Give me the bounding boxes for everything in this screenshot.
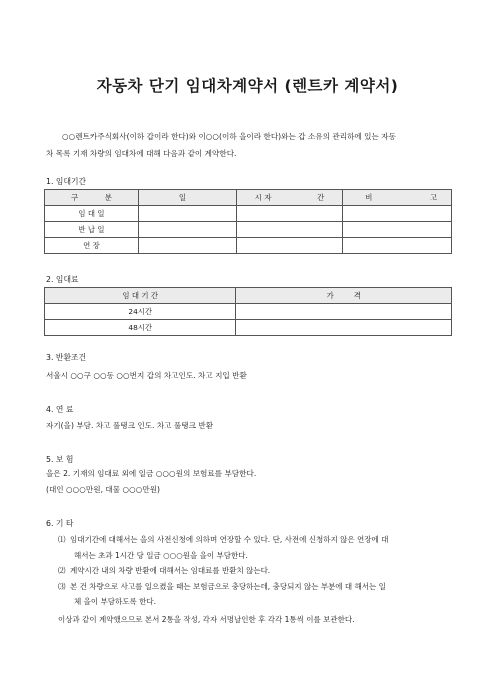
section-3-text: 서울시 ○○구 ○○동 ○○번지 갑의 차고인도. 차고 지입 반환	[46, 371, 247, 380]
list-item	[58, 579, 458, 610]
section-6-items	[58, 532, 458, 610]
section-1-heading: 1. 임대기간	[46, 177, 87, 186]
header-rental-period: 임 대 기 간	[45, 288, 236, 304]
intro-paragraph	[46, 128, 454, 162]
item-line: 본 건 차량으로 사고를 일으켰을 때는 보험금으로 충당하는데, 충당되지 않는 부분에 대 해서는 일	[70, 581, 386, 591]
header-time: 시 간	[236, 190, 343, 206]
document-title: 자동차 단기 임대차계약서 (렌트카 계약서)	[96, 77, 399, 95]
cell-price[interactable]	[236, 304, 452, 320]
header-category: 구 분	[45, 190, 139, 206]
table-row	[45, 206, 452, 222]
cell-time[interactable]	[236, 206, 343, 222]
row-label-24h: 24시간	[45, 304, 236, 320]
section-5-text	[46, 466, 456, 498]
item-number: ⑵	[58, 566, 66, 575]
cell-time[interactable]	[236, 238, 343, 254]
item-line: 계약시간 내의 차량 반환에 대해서는 임대료를 반환치 않는다.	[70, 566, 271, 575]
table-header-row	[45, 190, 452, 206]
item-line: 해서는 초과 1시간 당 일금 ○○○원을 을이 부담한다.	[74, 550, 248, 560]
list-item	[58, 532, 458, 563]
section-5-heading: 5. 보 험	[46, 455, 74, 464]
cell-price[interactable]	[236, 320, 452, 336]
intro-line-2: 차 목록 기재 차량의 임대차에 대해 다음과 같이 계약한다.	[46, 149, 237, 158]
row-label-extension: 연 장	[45, 238, 139, 254]
item-line: 체 을이 부담하도록 한다.	[74, 597, 156, 606]
list-item	[58, 563, 458, 579]
row-label-rental-date: 임 대 일	[45, 206, 139, 222]
header-date: 일 자	[138, 190, 236, 206]
intro-line-1: ○○렌트카주식회사(이하 갑이라 한다)와 이○○(이하 을이라 한다)와는 갑 소유의 관리하에 있는 자동	[62, 132, 396, 141]
cell-date[interactable]	[138, 222, 236, 238]
section-5-line-1: 을은 2. 기재의 임대료 외에 일금 ○○○원의 보험료를 부담한다.	[46, 469, 257, 478]
item-line: 임대기간에 대해서는 을의 사전신청에 의하며 연장할 수 있다. 단, 사전에 신청하지 않은 연장에 대	[70, 535, 389, 544]
rental-period-table	[44, 189, 452, 254]
closing-statement: 이상과 같이 계약했으므로 본서 2통을 작성, 각자 서명날인한 후 각각 1통씩 이를 보관한다.	[58, 615, 355, 624]
cell-note[interactable]	[343, 222, 452, 238]
item-number: ⑴	[58, 535, 66, 544]
table-row	[45, 320, 452, 336]
section-4-text: 자기(을) 부담. 차고 풀탱크 인도. 차고 풀탱크 반환	[46, 421, 214, 430]
cell-note[interactable]	[343, 206, 452, 222]
row-label-return-date: 반 납 일	[45, 222, 139, 238]
section-5-line-2: (대인 ○○○만원, 대물 ○○○만원)	[46, 485, 161, 494]
table-row	[45, 304, 452, 320]
section-4-heading: 4. 연 료	[46, 405, 74, 414]
item-number: ⑶	[58, 581, 66, 591]
table-row	[45, 238, 452, 254]
header-price: 가격	[236, 288, 452, 304]
table-header-row	[45, 288, 452, 304]
cell-date[interactable]	[138, 238, 236, 254]
rental-fee-table	[44, 287, 452, 336]
cell-date[interactable]	[138, 206, 236, 222]
row-label-48h: 48시간	[45, 320, 236, 336]
table-row	[45, 222, 452, 238]
header-note: 비 고	[343, 190, 452, 206]
section-3-heading: 3. 반환조건	[46, 353, 87, 362]
cell-time[interactable]	[236, 222, 343, 238]
section-6-heading: 6. 기 타	[46, 519, 74, 528]
cell-note[interactable]	[343, 238, 452, 254]
section-2-heading: 2. 임대료	[46, 275, 79, 284]
